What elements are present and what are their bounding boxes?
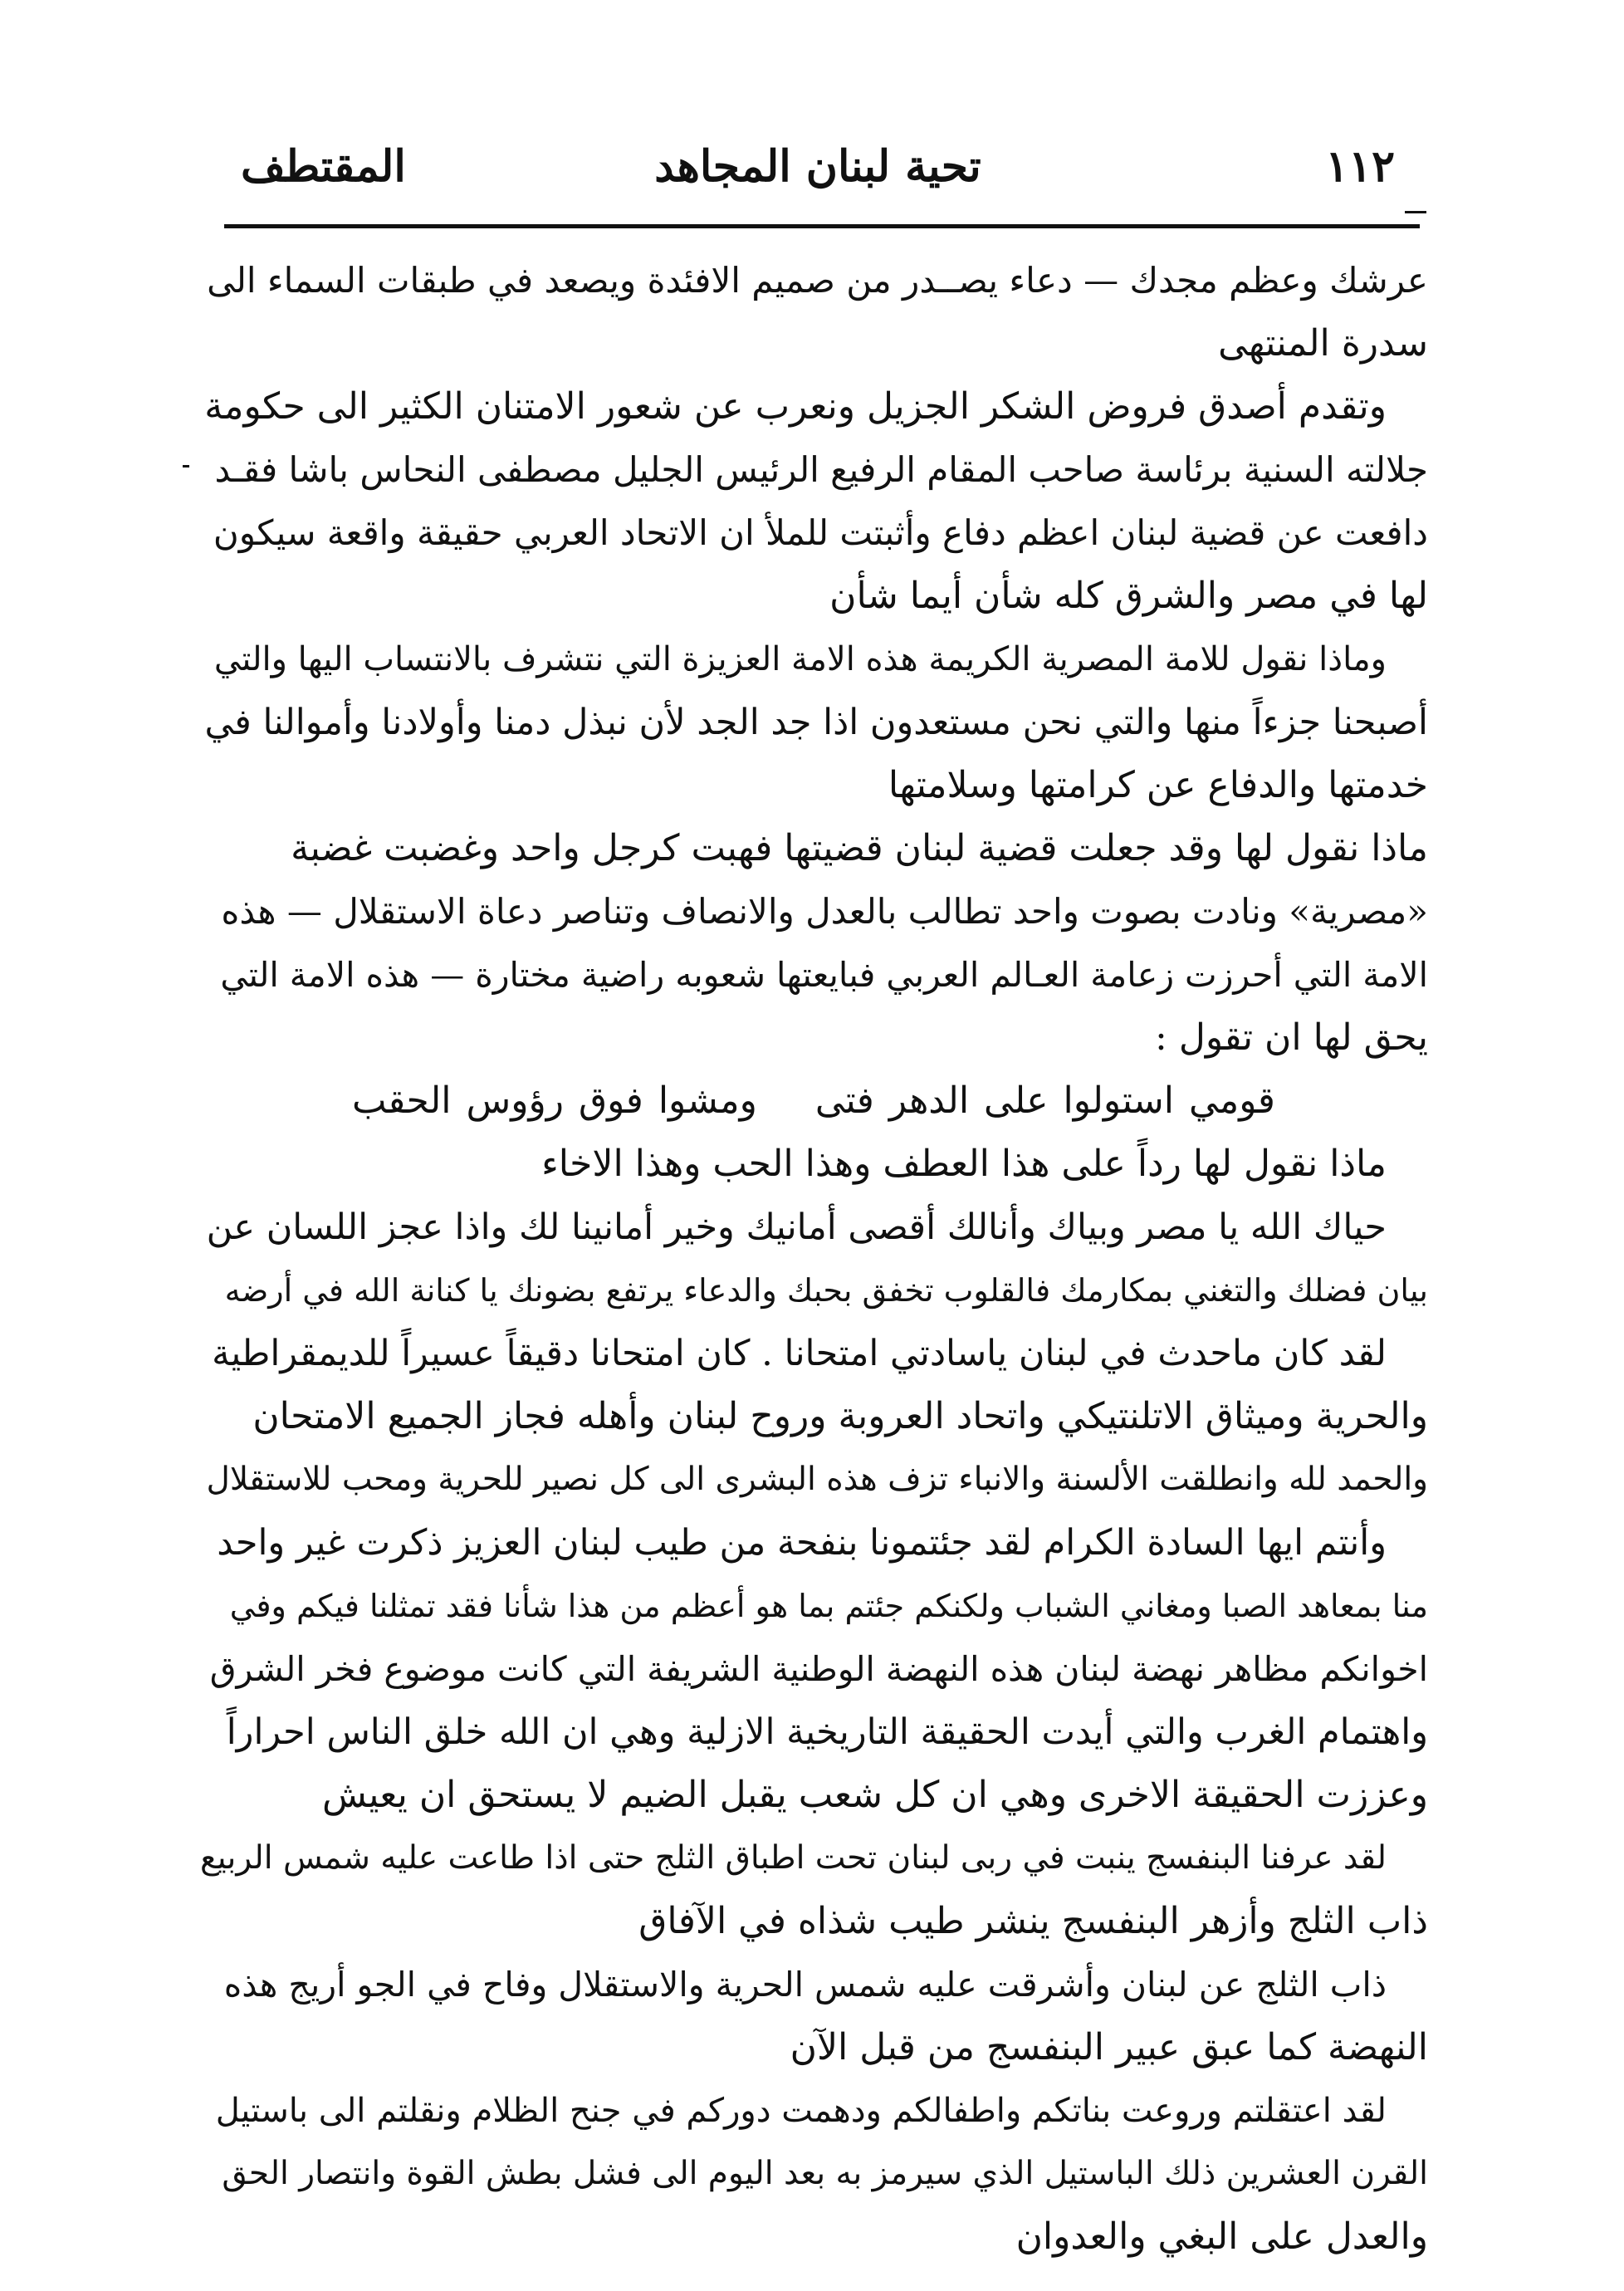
text-line: عرشك وعظم مجدك — دعاء يصــدر من صميم الافئدة ويصعد في طبقات السماء الى bbox=[207, 260, 1428, 301]
text-line: اخوانكم مظاهر نهضة لبنان هذه النهضة الوطنية الشريفة التي كانت موضوع فخر الشرق bbox=[209, 1649, 1428, 1689]
running-title: تحية لبنان المجاهد bbox=[654, 141, 981, 192]
text-line: والحرية وميثاق الاتلنتيكي واتحاد العروبة وروح لبنان وأهله فجاز الجميع الامتحان bbox=[252, 1395, 1428, 1437]
text-line: لقد عرفنا البنفسج ينبت في ربى لبنان تحت اطباق الثلج حتى اذا طاعت عليه شمس الربيع bbox=[199, 1839, 1387, 1877]
text-line: خدمتها والدفاع عن كرامتها وسلامتها bbox=[888, 764, 1428, 806]
article-body bbox=[199, 249, 1428, 2269]
text-line: وعززت الحقيقة الاخرى وهي ان كل شعب يقبل الضيم لا يستحق ان يعيش bbox=[322, 1774, 1428, 1816]
text-line: منا بمعاهد الصبا ومغاني الشباب ولكنكم جئتم بما هو أعظم من هذا شأنا فقد تمثلنا فيكم وفي bbox=[229, 1588, 1428, 1624]
text-line: لقد كان ماحدث في لبنان ياسادتي امتحانا . كان امتحانا دقيقاً عسيراً للديمقراطية bbox=[212, 1333, 1387, 1374]
text-line: لقد اعتقلتم وروعت بناتكم واطفالكم ودهمت دوركم في جنح الظلام ونقلتم الى باستيل bbox=[215, 2092, 1387, 2130]
text-line: لها في مصر والشرق كله شأن أيما شأن bbox=[829, 575, 1428, 617]
text-line: وماذا نقول للامة المصرية الكريمة هذه الامة العزيزة التي نتشرف بالانتساب اليها والتي bbox=[213, 640, 1387, 678]
page-header bbox=[241, 141, 1395, 208]
text-line: ماذا نقول لها رداً على هذا العطف وهذا الحب وهذا الاخاء bbox=[541, 1143, 1387, 1185]
text-line: ماذا نقول لها وقد جعلت قضية لبنان قضيتها فهبت كرجل واحد وغضبت غضبة bbox=[291, 827, 1428, 869]
text-line: وأنتم ايها السادة الكرام لقد جئتمونا بنفحة من طيب لبنان العزيز ذكرت غير واحد bbox=[217, 1522, 1387, 1564]
header-rule-mark bbox=[1405, 211, 1426, 213]
journal-name: المقتطف bbox=[241, 141, 406, 192]
text-line: ذاب الثلج وأزهر البنفسج ينشر طيب شذاه في الآفاق bbox=[638, 1900, 1428, 1942]
margin-mark bbox=[183, 465, 189, 468]
text-line: الامة التي أحرزت زعامة العـالم العربي فبايعتها شعوبه راضية مختارة — هذه الامة التي bbox=[220, 955, 1428, 995]
text-line: واهتمام الغرب والتي أيدت الحقيقة التاريخية الازلية وهي ان الله خلق الناس احراراً bbox=[226, 1711, 1428, 1753]
text-line: أصبحنا جزءاً منها والتي نحن مستعدون اذا جد الجد لأن نبذل دمنا وأولادنا وأموالنا في bbox=[204, 702, 1428, 743]
text-line: يحق لها ان تقول : bbox=[1155, 1016, 1428, 1059]
text-line: جلالته السنية برئاسة صاحب المقام الرفيع الرئيس الجليل مصطفى النحاس باشا فقـد bbox=[214, 449, 1428, 490]
text-line: القرن العشرين ذلك الباستيل الذي سيرمز به بعد اليوم الى فشل بطش القوة وانتصار الحق bbox=[222, 2155, 1428, 2192]
text-line: «مصرية» ونادت بصوت واحد تطالب بالعدل والانصاف وتناصر دعاة الاستقلال — هذه bbox=[221, 891, 1428, 932]
poetry-verse bbox=[199, 1070, 1428, 1133]
verse-second-hemistich: ومشوا فوق رؤوس الحقب bbox=[352, 1079, 757, 1122]
text-line: سدرة المنتهى bbox=[1218, 322, 1428, 365]
text-line: والحمد لله وانطلقت الألسنة والانباء تزف هذه البشرى الى كل نصير للحرية ومحب للاستقلال bbox=[206, 1461, 1428, 1498]
header-rule bbox=[224, 224, 1420, 228]
text-line: ذاب الثلج عن لبنان وأشرقت عليه شمس الحرية والاستقلال وفاح في الجو أريج هذه bbox=[223, 1965, 1387, 2005]
text-line: والعدل على البغي والعدوان bbox=[1015, 2215, 1428, 2258]
text-line: دافعت عن قضية لبنان اعظم دفاع وأثبتت للملأ ان الاتحاد العربي حقيقة واقعة سيكون bbox=[213, 512, 1428, 553]
text-line: وتقدم أصدق فروض الشكر الجزيل ونعرب عن شعور الامتنان الكثير الى حكومة bbox=[204, 385, 1387, 428]
page-number: ١١٢ bbox=[1325, 141, 1395, 192]
text-line: النهضة كما عبق عبير البنفسج من قبل الآن bbox=[790, 2026, 1428, 2068]
text-line: حياك الله يا مصر وبياك وأنالك أقصى أمانيك وخير أمانينا لك واذا عجز اللسان عن bbox=[206, 1207, 1387, 1248]
verse-first-hemistich: قومي استولوا على الدهر فتى bbox=[814, 1079, 1275, 1122]
text-line: بيان فضلك والتغني بمكارمك فالقلوب تخفق بحبك والدعاء يرتفع بضونك يا كنانة الله في أرضه bbox=[224, 1272, 1428, 1309]
